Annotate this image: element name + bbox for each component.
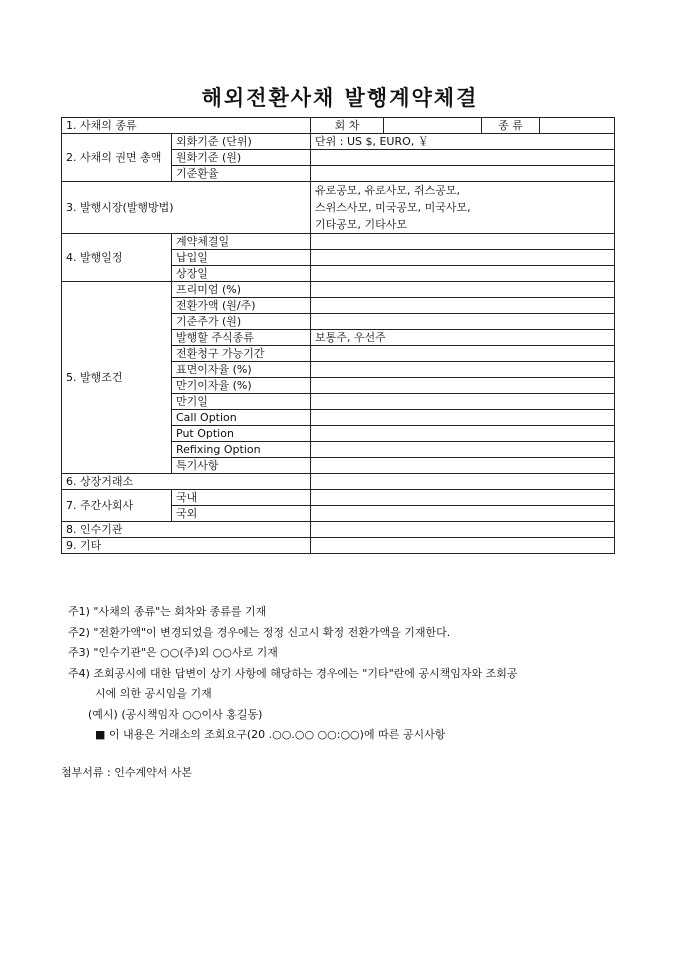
note-4: 주4) 조회공시에 대한 답변이 상기 사항에 해당하는 경우에는 "기타"란에 공시책임자와 조회공 xyxy=(68,666,518,680)
label-coupon-rate: 표면이자율 (%) xyxy=(172,362,311,378)
value-round[interactable] xyxy=(384,118,482,134)
value-maturity-rate[interactable] xyxy=(311,378,615,394)
value-payment-date[interactable] xyxy=(311,250,615,266)
value-coupon-rate[interactable] xyxy=(311,362,615,378)
row-acquirer xyxy=(62,522,615,538)
value-acquirer[interactable] xyxy=(311,522,615,538)
note-bullet: ■ 이 내용은 거래소의 조회요구(20 .○○.○○ ○○:○○)에 따른 공시사항 xyxy=(95,728,446,741)
row-issue-market xyxy=(62,182,615,234)
label-listing-date: 상장일 xyxy=(172,266,311,282)
label-maturity-date: 만기일 xyxy=(172,394,311,410)
value-maturity-date[interactable] xyxy=(311,394,615,410)
note-1: 주1) "사채의 종류"는 회차와 종류를 기재 xyxy=(68,605,267,618)
note-example: (예시) (공시책임자 ○○이사 홍길동) xyxy=(88,707,263,721)
label-schedule: 4. 발행일정 xyxy=(62,234,172,282)
row-bond-type xyxy=(62,118,615,134)
label-foreign-currency: 외화기준 (단위) xyxy=(172,134,311,150)
row-other xyxy=(62,538,615,554)
value-contract-date[interactable] xyxy=(311,234,615,250)
value-premium[interactable] xyxy=(311,282,615,298)
label-premium: 프리미엄 (%) xyxy=(172,282,311,298)
value-foreign-currency[interactable]: 단위 : US $, EURO, ￥ xyxy=(311,134,615,150)
disclosure-form-table xyxy=(61,117,615,554)
label-put-option: Put Option xyxy=(172,426,311,442)
label-conversion-price: 전환가액 (원/주) xyxy=(172,298,311,314)
note-4-continued: 시에 의한 공시임을 기재 xyxy=(95,687,212,700)
row-face-value-foreign xyxy=(62,134,615,150)
row-exchange xyxy=(62,474,615,490)
page-title: 해외전환사채 발행계약체결 xyxy=(201,85,479,110)
label-type: 종 류 xyxy=(482,118,540,134)
label-special-notes: 특기사항 xyxy=(172,458,311,474)
value-special-notes[interactable] xyxy=(311,458,615,474)
value-put-option[interactable] xyxy=(311,426,615,442)
label-face-value: 2. 사채의 권면 총액 xyxy=(62,134,172,182)
attachments-line: 첨부서류 : 인수계약서 사본 xyxy=(61,766,193,779)
label-conversion-period: 전환청구 가능기간 xyxy=(172,346,311,362)
value-base-price[interactable] xyxy=(311,314,615,330)
label-bond-type: 1. 사채의 종류 xyxy=(62,118,311,134)
value-call-option[interactable] xyxy=(311,410,615,426)
value-krw[interactable] xyxy=(311,150,615,166)
label-other: 9. 기타 xyxy=(62,538,311,554)
issue-market-line-2: 스위스사모, 미국공모, 미국사모, xyxy=(315,201,471,214)
label-exchange: 6. 상장거래소 xyxy=(62,474,311,490)
label-share-type: 발행할 주식종류 xyxy=(172,330,311,346)
label-krw: 원화기준 (원) xyxy=(172,150,311,166)
label-payment-date: 납입일 xyxy=(172,250,311,266)
value-refixing-option[interactable] xyxy=(311,442,615,458)
label-domestic: 국내 xyxy=(172,490,311,506)
label-lead-manager: 7. 주간사회사 xyxy=(62,490,172,522)
value-overseas[interactable] xyxy=(311,506,615,522)
value-exchange-rate[interactable] xyxy=(311,166,615,182)
issue-market-line-1: 유로공모, 유로사모, 쥐스공모, xyxy=(315,184,460,197)
label-contract-date: 계약체결일 xyxy=(172,234,311,250)
label-issue-terms: 5. 발행조건 xyxy=(62,282,172,474)
row-schedule-contract xyxy=(62,234,615,250)
label-overseas: 국외 xyxy=(172,506,311,522)
value-conversion-price[interactable] xyxy=(311,298,615,314)
label-exchange-rate: 기준환율 xyxy=(172,166,311,182)
issue-market-line-3: 기타공모, 기타사모 xyxy=(315,218,408,231)
row-terms-premium xyxy=(62,282,615,298)
value-exchange[interactable] xyxy=(311,474,615,490)
label-issue-market: 3. 발행시장(발행방법) xyxy=(62,182,311,234)
value-conversion-period[interactable] xyxy=(311,346,615,362)
value-share-type[interactable]: 보통주, 우선주 xyxy=(311,330,615,346)
label-base-price: 기준주가 (원) xyxy=(172,314,311,330)
value-type[interactable] xyxy=(540,118,615,134)
footnotes xyxy=(68,602,518,746)
row-underwriter-domestic xyxy=(62,490,615,506)
label-round: 회 차 xyxy=(311,118,384,134)
label-maturity-rate: 만기이자율 (%) xyxy=(172,378,311,394)
label-call-option: Call Option xyxy=(172,410,311,426)
value-issue-market[interactable] xyxy=(311,182,615,234)
value-other[interactable] xyxy=(311,538,615,554)
label-refixing-option: Refixing Option xyxy=(172,442,311,458)
note-3: 주3) "인수기관"은 ○○(주)외 ○○사로 기재 xyxy=(68,646,278,659)
value-domestic[interactable] xyxy=(311,490,615,506)
note-2: 주2) "전환가액"이 변경되었을 경우에는 정정 신고시 확정 전환가액을 기재한다. xyxy=(68,625,451,639)
label-acquirer: 8. 인수기관 xyxy=(62,522,311,538)
value-listing-date[interactable] xyxy=(311,266,615,282)
